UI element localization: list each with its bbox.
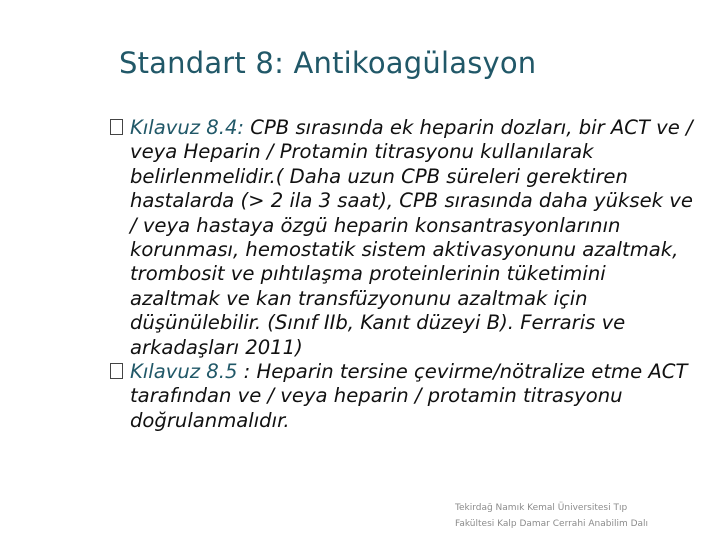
bullet-item-guideline-8-5 — [110, 360, 700, 433]
guideline-8-5-text: : Heparin tersine çevirme/nötralize etme ACT tarafından ve / veya heparin / protamin titrasyonu doğrulanmalıdır. — [130, 360, 688, 432]
bullet-list — [110, 116, 700, 433]
bullet-item-guideline-8-4 — [110, 116, 700, 360]
guideline-8-4-label: Kılavuz 8.4: — [130, 116, 245, 139]
slide-footer — [455, 500, 685, 532]
guideline-8-4-text: CPB sırasında ek heparin dozları, bir ACT ve / veya Heparin / Protamin titrasyonu kullanılarak belirlenmelidir.( Daha uzun CPB süreleri gerektiren hastalarda (> 2 ila 3 saat), CPB sırasında daha yüksek ve / veya hastaya özgü heparin konsantrasyonlarının korunması, hemostatik sistem aktivasyonunu azaltmak, trombosit ve pıhtılaşma proteinlerinin tüketimini azaltmak ve kan transfüzyonunu azaltmak için düşünülebilir. (Sınıf IIb, Kanıt düzeyi B). Ferraris ve arkadaşları 2011) — [130, 116, 693, 359]
footer-line-1: Tekirdağ Namık Kemal Üniversitesi Tıp — [455, 503, 628, 513]
guideline-8-5-label: Kılavuz 8.5 — [130, 360, 238, 384]
bullet-box-icon — [110, 119, 123, 135]
footer-line-2: Fakültesi Kalp Damar Cerrahi Anabilim Dalı — [455, 519, 649, 529]
slide-title: Standart 8: Antikoagülasyon — [119, 46, 537, 80]
bullet-box-icon — [110, 363, 123, 379]
